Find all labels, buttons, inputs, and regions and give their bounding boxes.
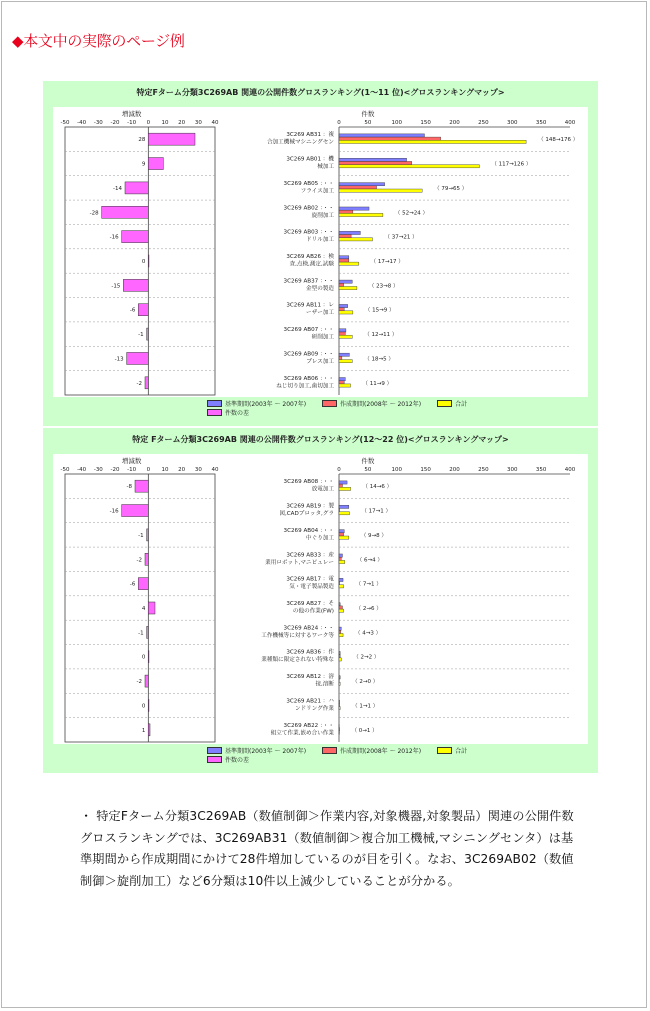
category-label-line2: の他の作業(FW) [292,608,334,615]
count-annotation: （ 117→126 ） [491,161,532,168]
left-tick-label: 20 [178,120,186,126]
category-label-line1: 3C269 AB36 ：作 [286,649,334,656]
chart-legend-2 [207,746,483,764]
diff-bar [148,651,149,663]
category-label-line2: 械加工 [317,164,334,171]
count-annotation: （ 2→0 ） [352,679,379,686]
diff-data-label: -2 [136,380,142,387]
create-bar [339,356,342,359]
left-tick-label: 10 [161,120,169,126]
left-tick-label: -40 [77,467,87,473]
base-bar [339,505,349,508]
count-annotation: （ 18→5 ） [364,356,394,363]
legend-diff-2: 件数の差 [207,755,249,764]
category-label-line2: 放電加工 [311,486,334,493]
create-bar [339,533,344,536]
base-bar [339,256,349,259]
legend-total-2: 合計 [437,746,467,755]
diff-data-label: -13 [114,356,124,363]
count-annotation: （ 148→176 ） [538,137,579,144]
category-label-line2: 図,CADプロッタ,グラ [279,511,334,518]
total-bar [339,512,349,515]
diff-data-label: 0 [141,703,146,710]
total-bar [339,487,351,490]
legend-total: 合計 [437,399,467,408]
left-tick-label: -50 [60,467,70,473]
category-label-line1: 3C269 AB07 ：・・ [283,327,334,334]
diff-data-label: -1 [138,332,144,339]
chart-plot-2 [53,454,588,744]
chart-panel-1 [43,81,598,426]
base-bar [339,481,347,484]
create-bar [339,235,351,238]
right-tick-label: 300 [507,467,518,473]
total-bar [339,707,340,710]
right-tick-label: 100 [391,120,402,126]
diff-bar [147,626,149,638]
diff-bar [145,675,148,687]
chart-plot-1 [53,107,588,397]
create-bar [339,381,344,384]
left-tick-label: -30 [93,467,103,473]
base-bar [339,578,343,581]
create-bar [339,137,441,140]
diff-data-label: -15 [111,283,121,290]
right-tick-label: 50 [364,120,372,126]
right-tick-label: 0 [337,467,341,473]
create-bar [339,630,341,633]
count-annotation: （ 11→9 ） [362,380,393,387]
right-tick-label: 200 [449,467,460,473]
create-bar [339,259,349,262]
count-annotation: （ 7→1 ） [355,581,382,588]
diff-bar [138,578,148,590]
count-annotation: （ 2→2 ） [353,654,380,661]
left-tick-label: 30 [194,467,202,473]
diff-data-label: -8 [126,484,132,491]
diff-data-label: 0 [141,654,146,661]
create-bar [339,728,340,731]
right-tick-label: 50 [364,467,372,473]
diff-bar [148,133,195,145]
total-bar [339,286,357,289]
base-bar [339,530,344,533]
count-annotation: （ 23→8 ） [368,283,399,290]
left-tick-label: -10 [127,120,137,126]
category-label-line2: 気・電子製品製造 [289,584,334,591]
diff-bar [148,699,149,711]
chart-panel-2 [43,428,598,773]
diff-bar [102,206,149,218]
category-label-line1: 3C269 AB26 ：検 [286,254,334,260]
category-label-line2: 業用ロボット,マニピュレー [265,559,334,566]
diff-bar [148,255,149,267]
diff-data-label: 9 [141,161,146,168]
right-tick-label: 300 [507,120,518,126]
chart-title-1: 特定Fターム分類3C269AB 関連の公開件数グロスランキング(1～11 位)<グロスランキングマップ> [136,88,505,97]
diff-bar [148,158,163,170]
left-tick-label: -50 [60,120,70,126]
diff-data-label: -14 [113,185,122,192]
diff-data-label: 1 [141,727,146,734]
category-label-line1: 3C269 AB22 ：・・ [283,722,334,729]
base-bar [339,554,342,557]
total-bar [339,633,343,636]
right-tick-label: 400 [564,467,576,473]
category-label-line1: 3C269 AB06 ：・・ [283,375,334,382]
category-label-line2: 業種類に限定されない特殊な [261,657,334,664]
right-tick-label: 150 [420,120,431,126]
create-bar [339,606,342,609]
right-tick-label: 100 [391,467,402,473]
base-bar [339,700,340,703]
diff-bar [122,231,149,243]
right-tick-label: 0 [337,120,341,126]
legend-create: 作成期間(2008年 ～ 2012年) [322,399,421,408]
category-label-line1: 3C269 AB27 ：そ [286,601,334,607]
diff-bar [148,724,150,736]
chart-2-svg [53,454,588,744]
category-label-line1: 3C269 AB21 ：ハ [286,698,334,705]
legend-base: 基準期間(2003年 ～ 2007年) [207,399,306,408]
category-label-line2: ンドリング作業 [294,705,334,712]
diff-bar [127,352,149,364]
count-annotation: （ 9→8 ） [360,532,387,539]
count-annotation: （ 17→1 ） [361,508,392,515]
total-bar [339,360,352,363]
base-bar [339,378,345,381]
right-tick-label: 150 [420,467,431,473]
category-label-line1: 3C269 AB12 ：溶 [286,674,334,681]
page-title: ◆本文中の実際のページ例 [12,32,185,50]
legend-base-2: 基準期間(2003年 ～ 2007年) [207,746,306,755]
right-axis-label: 件数 [361,110,375,118]
total-bar [339,140,526,143]
chart-1-svg [53,107,588,397]
diff-data-label: -16 [109,508,119,515]
category-label-line2: 研削加工 [311,334,334,341]
left-tick-label: 0 [146,467,151,473]
right-tick-label: 350 [535,467,547,473]
category-label-line1: 3C269 AB31 ：複 [286,132,334,139]
legend-diff: 件数の差 [207,408,249,417]
base-bar [339,158,407,161]
category-label-line2: 査,点検,測定,試験 [289,261,334,268]
diff-data-label: 4 [141,606,146,612]
category-label-line2: フライス加工 [300,188,334,195]
base-bar [339,627,341,630]
total-bar [339,311,353,314]
total-bar [339,536,349,539]
right-tick-label: 250 [478,120,489,126]
base-bar [339,207,369,210]
category-label-line1: 3C269 AB08 ：・・ [283,479,334,486]
category-label-line2: 旋削加工 [311,212,334,219]
total-bar [339,165,479,168]
category-label-line2: プレス加工 [306,358,334,365]
total-bar [339,335,352,338]
total-bar [339,262,359,265]
diff-bar [145,553,148,565]
left-axis-label: 増減数 [121,457,142,465]
diff-data-label: -1 [138,630,144,637]
category-label-line2: 工作機械等に対するワーク等 [261,632,334,639]
diff-data-label: -6 [129,307,136,314]
left-tick-label: -10 [127,467,137,473]
diff-data-label: 28 [138,137,146,144]
base-bar [339,183,385,186]
create-bar [339,210,353,213]
category-label-line1: 3C269 AB02 ：・・ [283,205,334,212]
category-label-line2: 組立て作業,嵌め合い作業 [270,730,334,737]
base-bar [339,676,340,679]
left-tick-label: -30 [93,120,103,126]
create-bar [339,557,341,560]
count-annotation: （ 14→6 ） [362,484,393,491]
category-label-line1: 3C269 AB17 ：電 [286,576,334,583]
category-label-line2: 合加工機械マシニングセン [266,139,334,146]
base-bar [339,280,352,283]
left-tick-label: -20 [110,467,120,473]
diff-bar [138,304,148,316]
chart-legend-1 [207,399,483,417]
left-tick-label: 20 [178,467,186,473]
left-tick-label: 10 [161,467,169,473]
total-bar [339,658,341,661]
diff-bar [148,602,155,614]
left-tick-label: 40 [211,467,219,473]
count-annotation: （ 12→11 ） [364,332,398,339]
category-label-line1: 3C269 AB09 ：・・ [283,351,334,358]
base-bar [339,651,340,654]
diff-data-label: 0 [141,259,146,265]
total-bar [339,238,372,241]
total-bar [339,384,351,387]
base-bar [339,304,348,307]
total-bar [339,213,383,216]
count-annotation: （ 6→4 ） [356,557,383,564]
left-tick-label: 0 [146,120,151,126]
category-label-line1: 3C269 AB04 ：・・ [283,527,334,534]
left-axis-label: 増減数 [121,110,142,118]
diff-data-label: -2 [136,679,142,686]
left-tick-label: -40 [77,120,87,126]
base-bar [339,134,424,137]
create-bar [339,186,377,189]
create-bar [339,703,340,706]
diff-bar [123,279,148,291]
left-tick-label: 40 [211,120,219,126]
diff-data-label: -28 [89,210,99,217]
total-bar [339,560,345,563]
right-axis-label: 件数 [361,457,375,465]
category-label-line1: 3C269 AB05 ：・・ [283,180,334,187]
category-label-line2: ーザー加工 [306,310,334,317]
category-label-line2: ドリル加工 [306,237,334,244]
create-bar [339,655,340,658]
category-label-line1: 3C269 AB37 ：・・ [283,278,334,285]
diff-bar [147,328,149,340]
count-annotation: （ 79→65 ） [434,185,468,192]
base-bar [339,231,360,234]
chart-title-2: 特定 Fターム分類3C269AB 関連の公開件数グロスランキング(12～22 位)<グロスランキングマップ> [132,435,509,444]
base-bar [339,329,346,332]
category-label-line1: 3C269 AB01 ：機 [286,156,334,163]
create-bar [339,283,344,286]
create-bar [339,161,412,164]
count-annotation: （ 52→24 ） [394,210,428,217]
count-annotation: （ 1→1 ） [352,703,379,710]
base-bar [339,353,349,356]
category-label-line1: 3C269 AB33 ：産 [286,552,334,559]
right-tick-label: 250 [478,467,489,473]
diff-data-label: -6 [129,581,136,588]
count-annotation: （ 4→3 ） [355,630,382,637]
create-bar [339,308,344,311]
create-bar [339,508,340,511]
diff-data-label: -1 [138,532,144,539]
count-annotation: （ 17→17 ） [370,259,404,265]
diff-data-label: -16 [109,234,119,241]
category-label-line1: 3C269 AB03 ：・・ [283,229,334,236]
right-tick-label: 400 [564,120,576,126]
create-bar [339,582,340,585]
total-bar [339,682,340,685]
category-label-line1: 3C269 AB24 ：・・ [283,625,334,632]
category-label-line2: 中ぐり加工 [306,535,334,542]
legend-create-2: 作成期間(2008年 ～ 2012年) [322,746,421,755]
diff-bar [147,529,149,541]
create-bar [339,332,345,335]
category-label-line2: 金型の製造 [306,285,334,292]
diff-bar [135,480,148,492]
category-label-line2: 接,溶断 [315,681,334,688]
diff-bar [145,377,148,389]
total-bar [339,609,344,612]
right-tick-label: 200 [449,120,460,126]
body-paragraph: ・ 特定Fターム分類3C269AB（数値制御＞作業内容,対象機器,対象製品）関連の公開件数グロスランキングでは、3C269AB31（数値制御＞複合加工機械,マシニングセンタ）は基準期間から作成期間にかけて28件増加しているのが目を引く。なお、3C269AB02（数値制御＞旋削加工）など6分類は10件以上減少していることが分かる。 [80,809,574,888]
total-bar [339,585,344,588]
diff-bar [125,182,148,194]
left-tick-label: 30 [194,120,202,126]
left-tick-label: -20 [110,120,120,126]
base-bar [339,603,340,606]
category-label-line1: 3C269 AB19 ：製 [286,503,334,510]
category-label-line2: ねじ切り加工,歯切加工 [276,383,334,390]
category-label-line1: 3C269 AB11 ：レ [286,302,334,309]
diff-data-label: -2 [136,557,142,564]
count-annotation: （ 37→21 ） [384,234,418,241]
count-annotation: （ 0→1 ） [351,727,378,734]
create-bar [339,484,342,487]
right-tick-label: 350 [535,120,547,126]
total-bar [339,189,422,192]
diff-bar [122,505,149,517]
count-annotation: （ 2→6 ） [355,606,382,612]
total-bar [339,731,340,734]
count-annotation: （ 15→9 ） [364,307,395,314]
